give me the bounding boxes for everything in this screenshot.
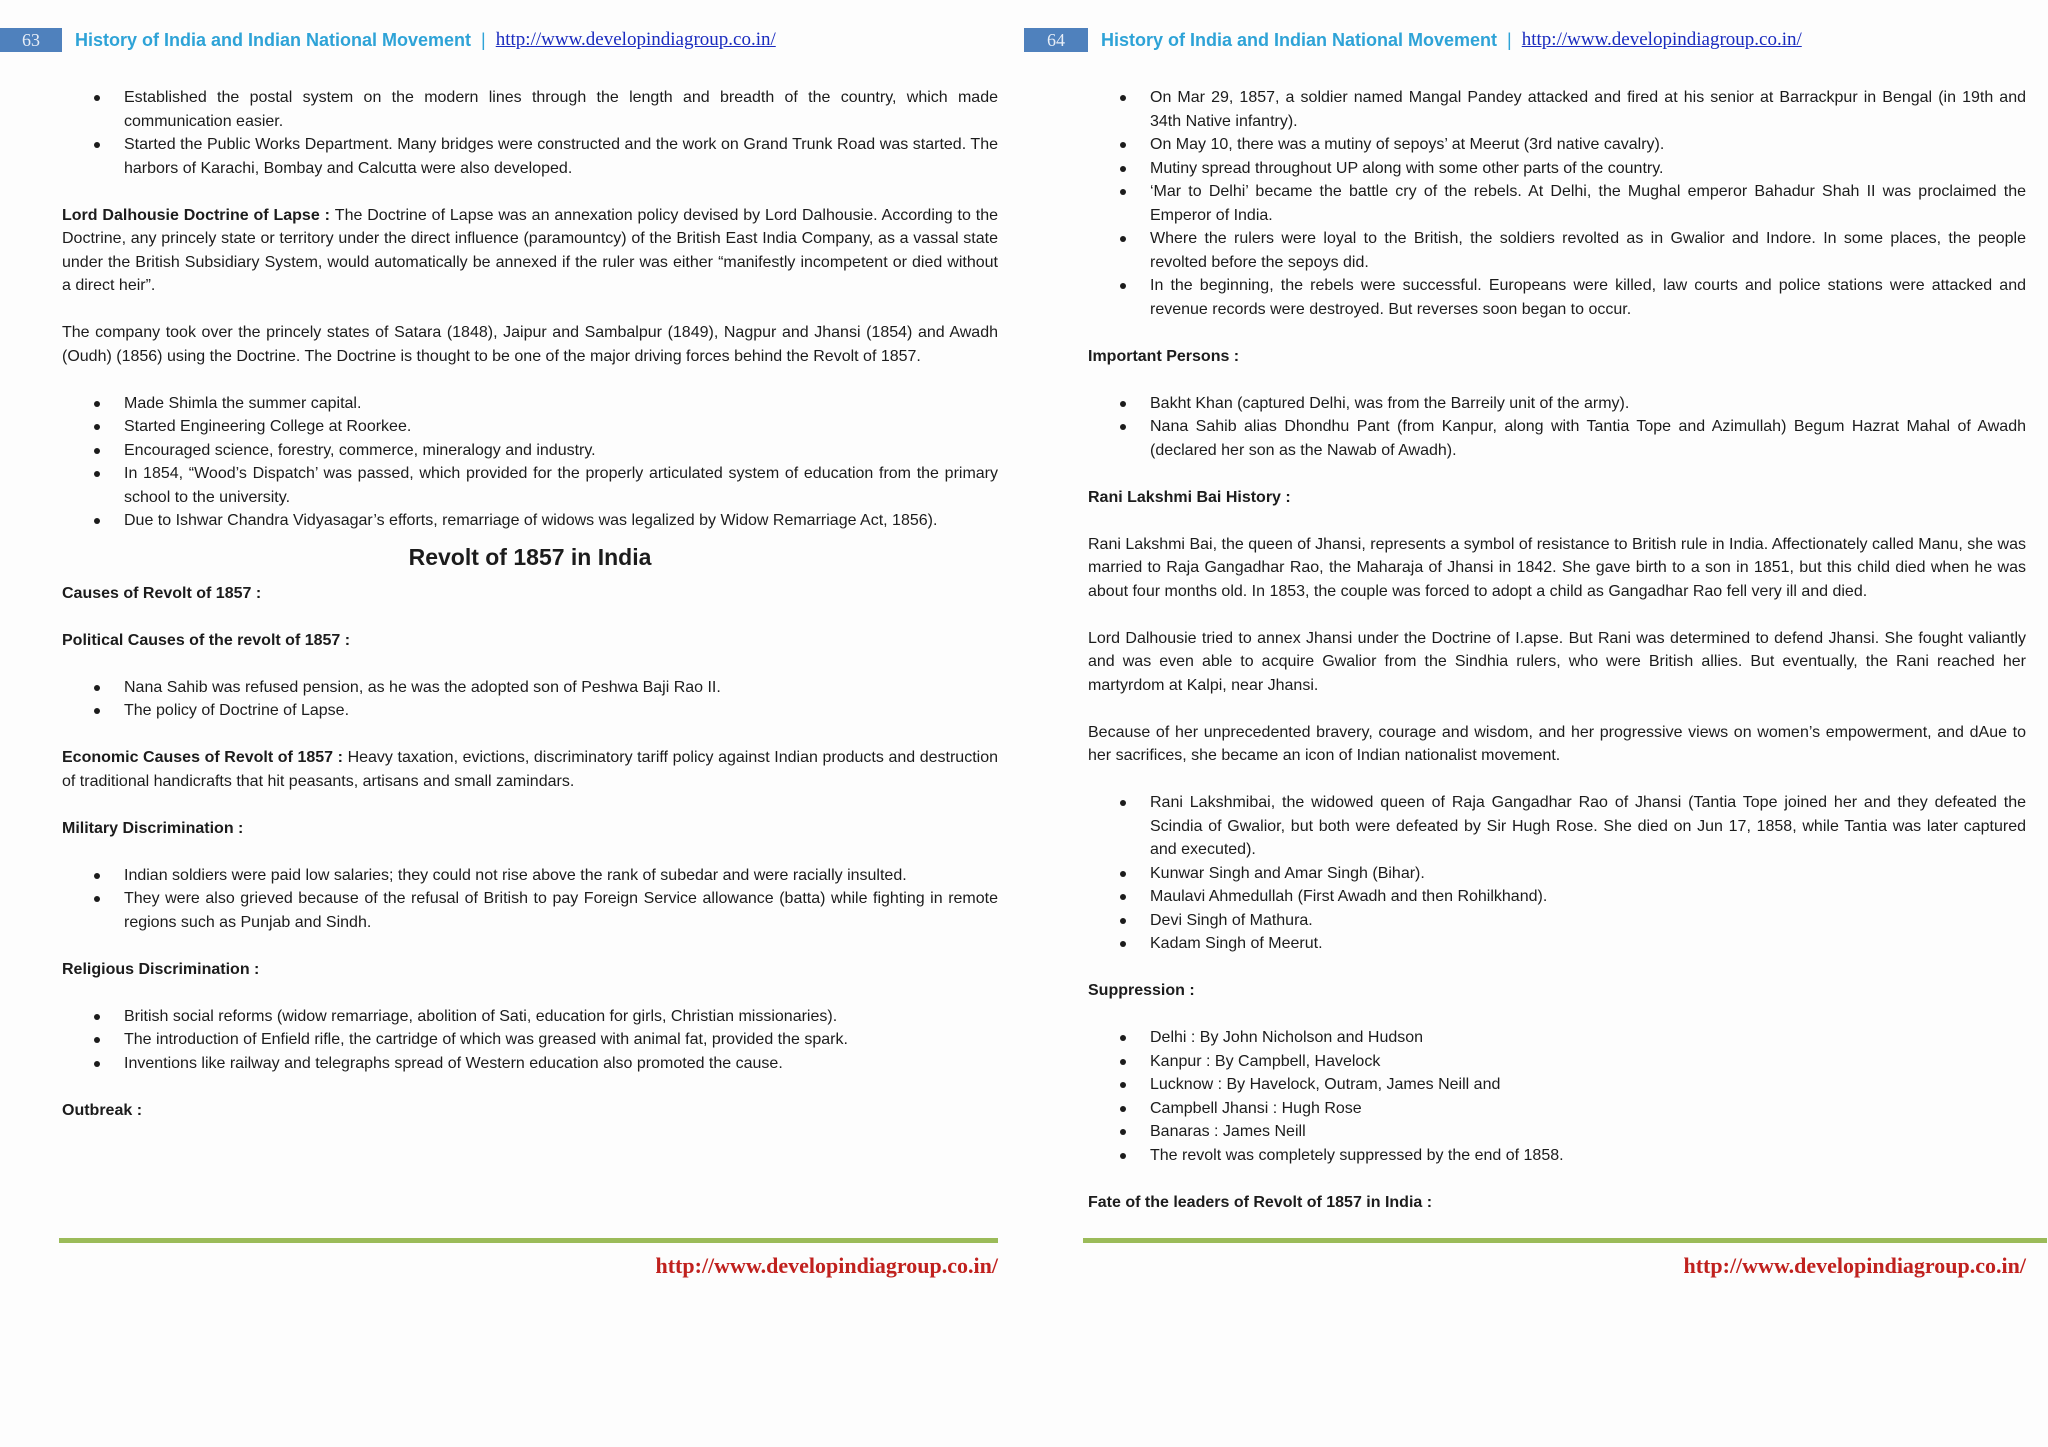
bullet-icon <box>1120 166 1126 172</box>
page-body <box>1088 86 2026 1214</box>
suppression-heading: Suppression : <box>1088 982 1195 999</box>
persons-heading: Important Persons : <box>1088 347 1240 365</box>
bullet-icon <box>94 401 100 407</box>
list-item: Lucknow : By Havelock, Outram, James Neill and <box>1088 1073 2026 1097</box>
page-header <box>1024 28 2024 52</box>
list-item: Kanpur : By Campbell, Havelock <box>1088 1050 2026 1074</box>
list-item: Made Shimla the summer capital. <box>62 392 998 416</box>
header-separator: | <box>481 29 486 50</box>
rani-heading: Rani Lakshmi Bai History : <box>1088 488 1291 506</box>
bullet-list-suppression <box>1088 1026 2026 1167</box>
doctrine-label: Lord Dalhousie Doctrine of Lapse : <box>62 206 335 224</box>
footer-url-link[interactable]: http://www.developindiagroup.co.in/ <box>655 1253 998 1278</box>
list-item: Kunwar Singh and Amar Singh (Bihar). <box>1088 862 2026 886</box>
bullet-icon <box>1120 1035 1126 1041</box>
header-url-link[interactable]: http://www.developindiagroup.co.in/ <box>1521 29 1802 50</box>
header-separator: | <box>1507 29 1512 50</box>
bullet-icon <box>1120 283 1126 289</box>
list-item: Nana Sahib was refused pension, as he was the adopted son of Peshwa Baji Rao II. <box>62 676 998 700</box>
list-item: Indian soldiers were paid low salaries; they could not rise above the rank of subedar and were racially insulted. <box>62 864 998 888</box>
bullet-icon <box>1120 95 1126 101</box>
bullet-icon <box>1120 918 1126 924</box>
list-item: British social reforms (widow remarriage, abolition of Sati, education for girls, Christian missionaries). <box>62 1005 998 1029</box>
page-64 <box>1024 0 2048 1447</box>
header-title: History of India and Indian National Movement <box>75 29 472 50</box>
rani-paragraph-1: Rani Lakshmi Bai, the queen of Jhansi, represents a symbol of resistance to British rule in India. Affectionately called Manu, she was married to Raja Gangadhar Rao, the Maharaja of Jhansi in 1842. She gave birth to a son in 1851, but this child died when he was about four months old. In 1853, the couple was forced to adopt a child as Gangadhar Rao fell very ill and died. <box>1088 535 2026 600</box>
list-item: Campbell Jhansi : Hugh Rose <box>1088 1097 2026 1121</box>
page-header <box>0 28 1000 52</box>
rani-paragraph-2: Lord Dalhousie tried to annex Jhansi under the Doctrine of I.apse. But Rani was determined to defend Jhansi. She fought valiantly and was even able to acquire Gwalior from the Sindhia rulers, who were British allies. But eventually, the Rani reached her martyrdom at Kalpi, near Jhansi. <box>1088 629 2026 694</box>
bullet-list-reforms <box>62 86 998 180</box>
list-item: In the beginning, the rebels were successful. Europeans were killed, law courts and police stations were attacked and revenue records were destroyed. But reverses soon began to occur. <box>1088 274 2026 321</box>
list-item: Nana Sahib alias Dhondhu Pant (from Kanpur, along with Tantia Tope and Azimullah) Begum Hazrat Mahal of Awadh (declared her son as the Nawab of Awadh). <box>1088 415 2026 462</box>
bullet-icon <box>94 424 100 430</box>
bullet-list-military <box>62 864 998 935</box>
list-item: Bakht Khan (captured Delhi, was from the Barreily unit of the army). <box>1088 392 2026 416</box>
military-heading: Military Discrimination : <box>62 819 244 837</box>
political-heading: Political Causes of the revolt of 1857 : <box>62 631 351 649</box>
bullet-list-religious <box>62 1005 998 1076</box>
list-item: Devi Singh of Mathura. <box>1088 909 2026 933</box>
bullet-icon <box>1120 1059 1126 1065</box>
economic-paragraph: Economic Causes of Revolt of 1857 : Heavy taxation, evictions, discriminatory tariff policy against Indian products and destruction of traditional handicrafts that hit peasants, artisans and small zamindars. <box>62 749 998 790</box>
list-item: The introduction of Enfield rifle, the cartridge of which was greased with animal fat, provided the spark. <box>62 1028 998 1052</box>
page-body <box>62 86 998 1122</box>
footer-rule <box>1083 1238 2047 1243</box>
list-item: Delhi : By John Nicholson and Hudson <box>1088 1026 2026 1050</box>
list-item: Banaras : James Neill <box>1088 1120 2026 1144</box>
list-item: Established the postal system on the modern lines through the length and breadth of the country, which made communication easier. <box>62 86 998 133</box>
bullet-icon <box>94 685 100 691</box>
footer-url-link[interactable]: http://www.developindiagroup.co.in/ <box>1683 1253 2026 1278</box>
header-url-link[interactable]: http://www.developindiagroup.co.in/ <box>495 29 776 50</box>
bullet-icon <box>94 1014 100 1020</box>
page-number: 63 <box>0 28 62 52</box>
list-item: In 1854, “Wood’s Dispatch’ was passed, which provided for the properly articulated system of education from the primary school to the university. <box>62 462 998 509</box>
list-item: Rani Lakshmibai, the widowed queen of Raja Gangadhar Rao of Jhansi (Tantia Tope joined her and they defeated the Scindia of Gwalior, but both were defeated by Sir Hugh Rose. She died on Jun 17, 1858, while Tantia was later captured and executed). <box>1088 791 2026 862</box>
bullet-icon <box>94 708 100 714</box>
bullet-icon <box>1120 941 1126 947</box>
bullet-list-outbreak <box>1088 86 2026 321</box>
list-item: Started the Public Works Department. Many bridges were constructed and the work on Grand Trunk Road was started. The harbors of Karachi, Bombay and Calcutta were also developed. <box>62 133 998 180</box>
bullet-icon <box>1120 1106 1126 1112</box>
causes-heading: Causes of Revolt of 1857 : <box>62 584 262 602</box>
bullet-icon <box>94 142 100 148</box>
bullet-icon <box>1120 1082 1126 1088</box>
bullet-icon <box>1120 142 1126 148</box>
bullet-icon <box>1120 236 1126 242</box>
section-heading: Revolt of 1857 in India <box>408 543 652 570</box>
fate-heading: Fate of the leaders of Revolt of 1857 in India : <box>1088 1193 1433 1211</box>
religious-heading: Religious Discrimination : <box>62 960 260 978</box>
bullet-icon <box>94 448 100 454</box>
list-item: The revolt was completely suppressed by the end of 1858. <box>1088 1144 2026 1168</box>
bullet-icon <box>1120 894 1126 900</box>
bullet-icon <box>1120 1153 1126 1159</box>
bullet-icon <box>1120 401 1126 407</box>
list-item: Inventions like railway and telegraphs spread of Western education also promoted the cause. <box>62 1052 998 1076</box>
header-title: History of India and Indian National Movement <box>1101 29 1498 50</box>
list-item: Where the rulers were loyal to the British, the soldiers revolted as in Gwalior and Indore. In some places, the people revolted before the sepoys did. <box>1088 227 2026 274</box>
list-item: Due to Ishwar Chandra Vidyasagar’s efforts, remarriage of widows was legalized by Widow Remarriage Act, 1856). <box>62 509 998 533</box>
bullet-icon <box>94 873 100 879</box>
bullet-icon <box>94 1037 100 1043</box>
list-item: Mutiny spread throughout UP along with some other parts of the country. <box>1088 157 2026 181</box>
outbreak-heading: Outbreak : <box>62 1101 143 1119</box>
list-item: They were also grieved because of the refusal of British to pay Foreign Service allowance (batta) while fighting in remote regions such as Punjab and Sindh. <box>62 887 998 934</box>
company-paragraph: The company took over the princely states of Satara (1848), Jaipur and Sambalpur (1849), Nagpur and Jhansi (1854) and Awadh (Oudh) (1856) using the Doctrine. The Doctrine is thought to be one of the major driving forces behind the Revolt of 1857. <box>62 324 998 365</box>
list-item: Maulavi Ahmedullah (First Awadh and then Rohilkhand). <box>1088 885 2026 909</box>
bullet-icon <box>1120 800 1126 806</box>
bullet-icon <box>94 1061 100 1067</box>
list-item: On May 10, there was a mutiny of sepoys’ at Meerut (3rd native cavalry). <box>1088 133 2026 157</box>
bullet-icon <box>1120 189 1126 195</box>
list-item: ‘Mar to Delhi’ became the battle cry of the rebels. At Delhi, the Mughal emperor Bahadur Shah II was proclaimed the Emperor of India. <box>1088 180 2026 227</box>
bullet-list-political <box>62 676 998 723</box>
bullet-list-dalhousie <box>62 392 998 533</box>
bullet-list-persons <box>1088 392 2026 463</box>
list-item: The policy of Doctrine of Lapse. <box>62 699 998 723</box>
bullet-list-leaders <box>1088 791 2026 956</box>
list-item: Encouraged science, forestry, commerce, mineralogy and industry. <box>62 439 998 463</box>
rani-paragraph-3: Because of her unprecedented bravery, courage and wisdom, and her progressive views on women’s empowerment, and dAue to her sacrifices, she became an icon of Indian nationalist movement. <box>1088 723 2026 764</box>
list-item: Started Engineering College at Roorkee. <box>62 415 998 439</box>
page-number: 64 <box>1024 28 1088 52</box>
doctrine-paragraph: Lord Dalhousie Doctrine of Lapse : The Doctrine of Lapse was an annexation policy devised by Lord Dalhousie. According to the Doctrine, any princely state or territory under the direct influence (paramountcy) of the British East India Company, as a vassal state under the British Subsidiary System, would automatically be annexed if the ruler was either “manifestly incompetent or died without a direct heir”. <box>62 206 999 294</box>
economic-label: Economic Causes of Revolt of 1857 : <box>62 749 348 766</box>
list-item: Kadam Singh of Meerut. <box>1088 932 2026 956</box>
list-item: On Mar 29, 1857, a soldier named Mangal Pandey attacked and fired at his senior at Barrackpur in Bengal (in 19th and 34th Native infantry). <box>1088 86 2026 133</box>
bullet-icon <box>94 896 100 902</box>
bullet-icon <box>94 471 100 477</box>
bullet-icon <box>94 95 100 101</box>
bullet-icon <box>1120 871 1126 877</box>
footer-rule <box>59 1238 998 1243</box>
bullet-icon <box>94 518 100 524</box>
bullet-icon <box>1120 1129 1126 1135</box>
bullet-icon <box>1120 424 1126 430</box>
